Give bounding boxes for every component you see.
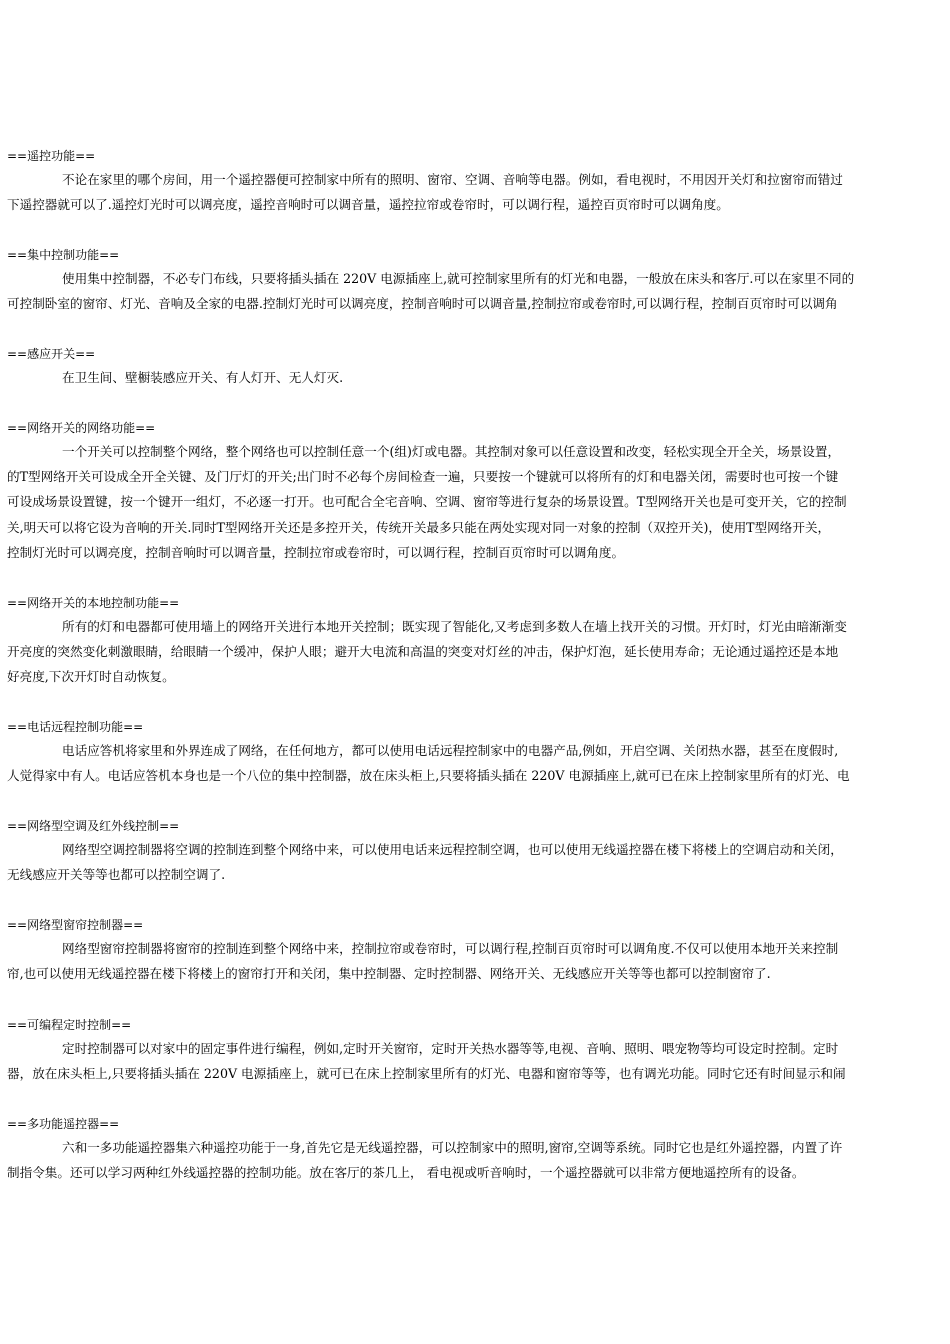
paragraph-line: 控制灯光时可以调亮度，控制音响时可以调音量，控制拉帘或卷帘时，可以调行程，控制百页帘时可以调角度。 bbox=[7, 545, 625, 560]
paragraph-line: 一个开关可以控制整个网络，整个网络也可以控制任意一个(组)灯或电器。其控制对象可以任意设置和改变，轻松实现全开全关，场景设置， bbox=[62, 444, 841, 459]
paragraph-line: 网络型空调控制器将空调的控制连到整个网络中来，可以使用电话来远程控制空调，也可以使用无线遥控器在楼下将楼上的空调启动和关闭， bbox=[62, 842, 843, 857]
paragraph-line: 关,明天可以将它设为音响的开关.同时T型网络开关还是多控开关，传统开关最多只能在两处实现对同一对象的控制（双控开关)，使用T型网络开关， bbox=[7, 520, 831, 535]
paragraph-line: 的T型网络开关可设成全开全关键、及门厅灯的开关;出门时不必每个房间检查一遍，只要按一个键就可以将所有的灯和电器关闭，需要时也可按一个键 bbox=[7, 469, 839, 484]
paragraph-line: 无线感应开关等等也都可以控制空调了. bbox=[7, 867, 226, 882]
paragraph-line: 网络型窗帘控制器将窗帘的控制连到整个网络中来，控制拉帘或卷帘时，可以调行程,控制百页帘时可以调角度.不仅可以使用本地开关来控制 bbox=[62, 941, 839, 956]
paragraph-line: 使用集中控制器，不必专门布线，只要将插头插在 220V 电源插座上,就可控制家里所有的灯光和电器，一般放在床头和客厅.可以在家里不同的 bbox=[62, 271, 855, 286]
paragraph-line: 器，放在床头柜上,只要将插头插在 220V 电源插座上，就可已在床上控制家里所有的灯光、电器和窗帘等等，也有调光功能。同时它还有时间显示和闹 bbox=[7, 1066, 846, 1081]
paragraph-line: 开亮度的突然变化刺激眼睛，给眼睛一个缓冲，保护人眼；避开大电流和高温的突变对灯丝的冲击，保护灯泡，延长使用寿命；无论通过遥控还是本地 bbox=[7, 644, 839, 659]
paragraph-line: 定时控制器可以对家中的固定事件进行编程，例如,定时开关窗帘，定时开关热水器等等,电视、音响、照明、喂宠物等均可设定时控制。定时 bbox=[62, 1041, 839, 1056]
paragraph-line: 可控制卧室的窗帘、灯光、音响及全家的电器.控制灯光时可以调亮度，控制音响时可以调音量,控制拉帘或卷帘时,可以调行程，控制百页帘时可以调角 bbox=[7, 296, 838, 311]
section-heading: ==网络型窗帘控制器== bbox=[7, 918, 144, 932]
paragraph-line: 好亮度,下次开灯时自动恢复。 bbox=[7, 669, 175, 684]
paragraph-line: 下遥控器就可以了.遥控灯光时可以调亮度，遥控音响时可以调音量，遥控拉帘或卷帘时，可以调行程，遥控百页帘时可以调角度。 bbox=[7, 197, 729, 212]
section-heading: ==可编程定时控制== bbox=[7, 1018, 132, 1032]
paragraph-line: 在卫生间、壁橱装感应开关、有人灯开、无人灯灭. bbox=[62, 370, 344, 385]
section-heading: ==集中控制功能== bbox=[7, 248, 120, 262]
paragraph-line: 人觉得家中有人。电话应答机本身也是一个八位的集中控制器，放在床头柜上,只要将插头插在 220V 电源插座上,就可已在床上控制家里所有的灯光、电 bbox=[7, 768, 850, 783]
section-heading: ==网络开关的网络功能== bbox=[7, 421, 156, 435]
section-heading: ==网络型空调及红外线控制== bbox=[7, 819, 180, 833]
paragraph-line: 可设成场景设置键，按一个键开一组灯，不必逐一打开。也可配合全宅音响、空调、窗帘等进行复杂的场景设置。T型网络开关也是可变开关，它的控制 bbox=[7, 494, 847, 509]
paragraph-line: 六和一多功能遥控器集六种遥控功能于一身,首先它是无线遥控器，可以控制家中的照明,窗帘,空调等系统。同时它也是红外遥控器，内置了许 bbox=[62, 1140, 843, 1155]
paragraph-line: 制指令集。还可以学习两种红外线遥控器的控制功能。放在客厅的茶几上， 看电视或听音响时，一个遥控器就可以非常方便地遥控所有的设备。 bbox=[7, 1165, 805, 1180]
section-heading: ==遥控功能== bbox=[7, 149, 96, 163]
paragraph-line: 电话应答机将家里和外界连成了网络，在任何地方，都可以使用电话远程控制家中的电器产品,例如，开启空调、关闭热水器，甚至在度假时, bbox=[62, 743, 839, 758]
paragraph-line: 不论在家里的哪个房间，用一个遥控器便可控制家中所有的照明、窗帘、空调、音响等电器。例如，看电视时，不用因开关灯和拉窗帘而错过 bbox=[62, 172, 843, 187]
section-heading: ==电话远程控制功能== bbox=[7, 720, 144, 734]
section-heading: ==网络开关的本地控制功能== bbox=[7, 596, 180, 610]
section-heading: ==感应开关== bbox=[7, 347, 96, 361]
paragraph-line: 帘,也可以使用无线遥控器在楼下将楼上的窗帘打开和关闭，集中控制器、定时控制器、网络开关、无线感应开关等等也都可以控制窗帘了. bbox=[7, 966, 771, 981]
paragraph-line: 所有的灯和电器都可使用墙上的网络开关进行本地开关控制；既实现了智能化,又考虑到多数人在墙上找开关的习惯。开灯时，灯光由暗渐渐变 bbox=[62, 619, 847, 634]
section-heading: ==多功能遥控器== bbox=[7, 1117, 120, 1131]
